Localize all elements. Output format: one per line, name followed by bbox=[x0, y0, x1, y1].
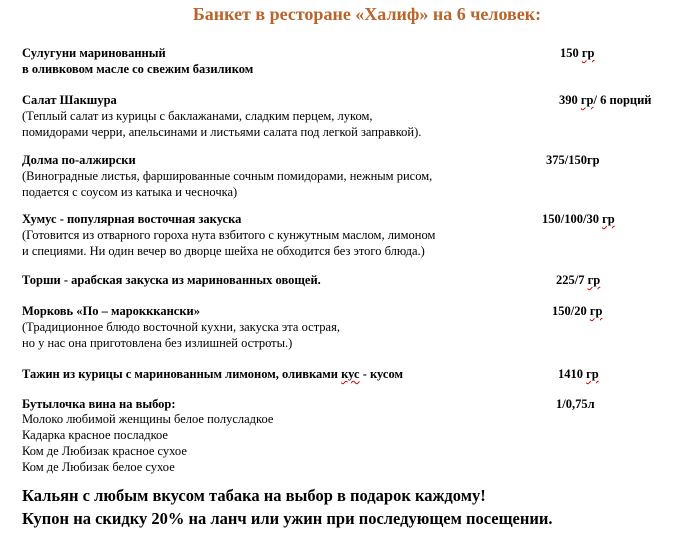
wine-option: Молоко любимой женщины белое полусладкое bbox=[22, 412, 274, 426]
item-description: подается с соусом из катыка и чесночка) bbox=[22, 185, 238, 199]
item-name: Торши - арабская закуска из маринованных овощей. bbox=[22, 273, 321, 287]
item-description: (Виноградные листья, фаршированные сочным помидорами, нежным рисом, bbox=[22, 169, 433, 183]
wine-option: Ком де Любизак красное сухое bbox=[22, 444, 187, 458]
item-description: (Готовится из отварного гороха нута взбитого с кунжутным маслом, лимоном bbox=[22, 228, 436, 242]
item-name: Бутылочка вина на выбор: bbox=[22, 397, 176, 411]
item-name: Долма по-алжирски bbox=[22, 153, 136, 167]
menu-item-dolma bbox=[22, 152, 652, 200]
item-name: Тажин из курицы с маринованным лимоном, оливками кус - кусом bbox=[22, 367, 403, 381]
menu-item-moroccan-carrot bbox=[22, 303, 652, 351]
item-amount: 150 гр bbox=[560, 46, 595, 60]
item-amount: 150/100/30 гр bbox=[542, 212, 615, 226]
banquet-title: Банкет в ресторане «Халиф» на 6 человек: bbox=[192, 4, 542, 24]
item-name: в оливковом масле со свежим базиликом bbox=[22, 62, 254, 76]
item-description: но у нас она приготовлена без излишней остроты.) bbox=[22, 336, 293, 350]
wine-option: Кадарка красное посладкое bbox=[22, 428, 168, 442]
item-amount: 390 гр/ 6 порций bbox=[559, 93, 652, 107]
item-description: (Традиционное блюдо восточной кухни, закуска эта острая, bbox=[22, 320, 340, 334]
menu-item-salad-shakshura bbox=[22, 92, 652, 140]
menu-item-suluguni bbox=[22, 45, 652, 77]
item-description: и специями. Ни один вечер во дворце шейха не обходится без этого блюда.) bbox=[22, 244, 425, 258]
item-amount: 150/20 гр bbox=[552, 304, 603, 318]
item-name: Сулугуни маринованный bbox=[22, 46, 166, 60]
item-amount: 1/0,75л bbox=[556, 397, 595, 411]
spellcheck-mark: кус bbox=[341, 367, 360, 381]
item-amount: 375/150гр bbox=[546, 153, 600, 167]
item-name: Салат Шакшура bbox=[22, 93, 117, 107]
footer-discount-coupon: Купон на скидку 20% на ланч или ужин при последующем посещении. bbox=[22, 509, 553, 528]
item-name: Хумус - популярная восточная закуска bbox=[22, 212, 242, 226]
menu-item-wine bbox=[22, 396, 652, 412]
item-description: (Теплый салат из курицы с баклажанами, сладким перцем, луком, bbox=[22, 109, 373, 123]
wine-list bbox=[22, 411, 273, 475]
item-amount: 1410 гр bbox=[558, 367, 599, 381]
item-amount: 225/7 гр bbox=[556, 273, 601, 287]
menu-item-hummus bbox=[22, 211, 652, 259]
item-name: Морковь «По – марокккански» bbox=[22, 304, 200, 318]
wine-option: Ком де Любизак белое сухое bbox=[22, 460, 175, 474]
menu-item-tajine bbox=[22, 366, 652, 382]
item-description: помидорами черри, апельсинами и листьями салата под легкой заправкой). bbox=[22, 125, 422, 139]
footer-hookah-offer: Кальян с любым вкусом табака на выбор в подарок каждому! bbox=[22, 486, 486, 505]
menu-item-torshi bbox=[22, 272, 652, 288]
